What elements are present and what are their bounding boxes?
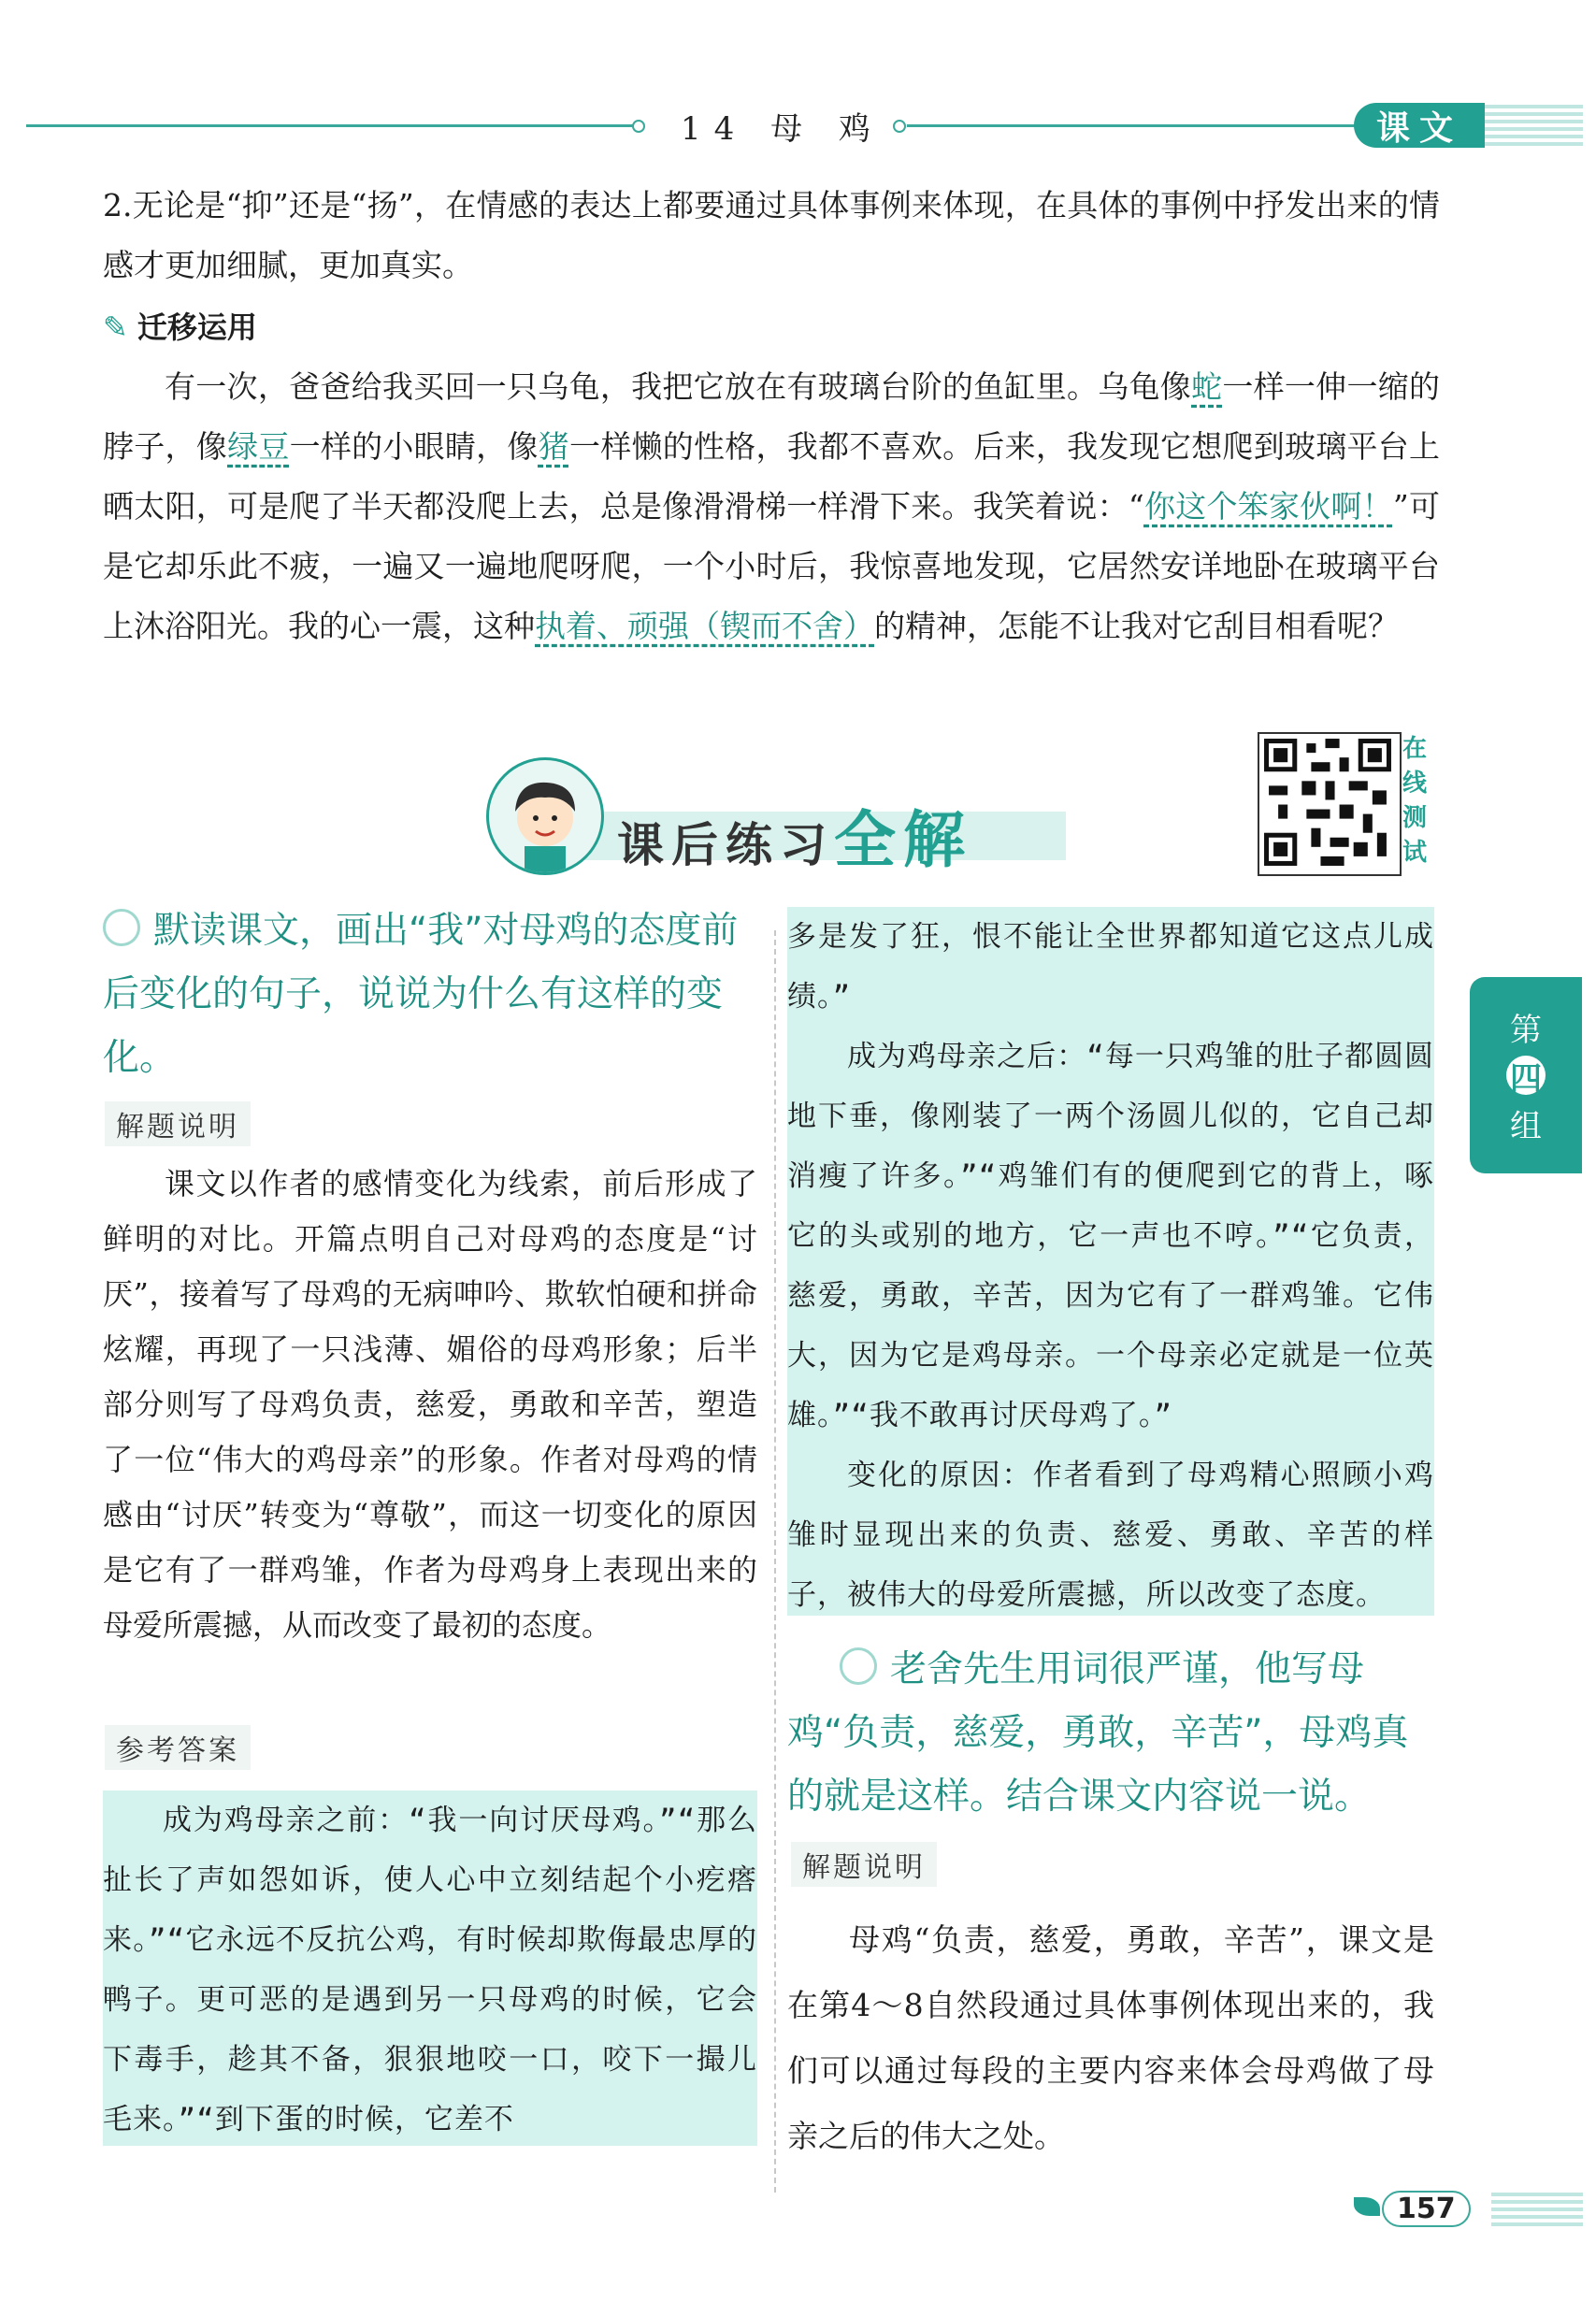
transfer-text-c: 一样的小眼睛，像 <box>289 428 539 465</box>
highlight-quote: 你这个笨家伙啊！ <box>1143 488 1393 525</box>
q2-explain-text: 母鸡“负责，慈爱，勇敢，辛苦”，课文是在第4～8自然段通过具体事例体现出来的，我们可以通过每段的主要内容来体会母鸡做了母亲之后的伟大之处。 <box>787 1921 1434 2154</box>
transfer-text-e: ”可是它却乐此不疲，一遍又一遍地爬呀爬，一个小时后，我惊喜地发现，它居然安详地卧在玻璃平台上沐浴阳光。我的心一震，这种 <box>103 488 1441 644</box>
sidetab-post: 组 <box>1510 1108 1542 1145</box>
footer-stripes <box>1491 2193 1583 2230</box>
q2-title <box>787 1638 1434 1829</box>
q2-title-text: 老舍先生用词很严谨，他写母鸡“负责，慈爱，勇敢，辛苦”，母鸡真的就是这样。结合课文内容说一说。 <box>787 1648 1409 1818</box>
q1-explain-text: 课文以作者的感情变化为线索，前后形成了鲜明的对比。开篇点明自己对母鸡的态度是“讨厌”，接着写了母鸡的无病呻吟、欺软怕硬和拼命炫耀，再现了一只浅薄、媚俗的母鸡形象；后半部分则写了母鸡负责，慈爱，勇敢和辛苦，塑造了一位“伟大的鸡母亲”的形象。作者对母鸡的情感由“讨厌”转变为“尊敬”，而这一切变化的原因是它有了一群鸡雏，作者为母鸡身上表现出来的母爱所震撼，从而改变了最初的态度。 <box>103 1166 757 1643</box>
q2-explain-label: 解题说明 <box>791 1842 937 1887</box>
qr-code-icon[interactable] <box>1258 732 1402 876</box>
transfer-text-d: 一样懒的性格，我都不喜欢。后来，我发现它想爬到玻璃平台上晒太阳，可是爬了半天都没爬上去，总是像滑滑梯一样滑下来。我笑着说：“ <box>103 428 1441 525</box>
transfer-heading <box>103 304 257 347</box>
q1-explain-label: 解题说明 <box>105 1101 251 1146</box>
lesson-title: 14 母 鸡 <box>681 110 884 148</box>
page-number: 157 <box>1382 2191 1471 2227</box>
sidetab-pre: 第 <box>1510 1012 1542 1049</box>
q1-answer-reason: 变化的原因：作者看到了母鸡精心照顾小鸡雏时显现出来的负责、慈爱、勇敢、辛苦的样子，被伟大的母爱所震撼，所以改变了态度。 <box>787 1459 1434 1612</box>
q1-title-text: 默读课文，画出“我”对母鸡的态度前后变化的句子，说说为什么有这样的变化。 <box>103 910 739 1079</box>
transfer-paragraph <box>103 357 1440 656</box>
transfer-text-b: 一样一伸一缩的脖子，像 <box>103 368 1441 465</box>
highlight-bean: 绿豆 <box>227 428 290 465</box>
highlight-snake: 蛇 <box>1191 368 1223 405</box>
intro-point-2: 2.无论是“抑”还是“扬”，在情感的表达上都要通过具体事例来体现，在具体的事例中抒发出来的情感才更加细腻，更加真实。 <box>103 187 1440 283</box>
leaf-icon <box>1354 2197 1380 2216</box>
header-stripes <box>1485 105 1583 146</box>
column-divider <box>774 930 776 2193</box>
banner-title-accent: 全解 <box>834 804 972 876</box>
header-dot-right <box>893 120 906 133</box>
highlight-spirit: 执着、顽强（锲而不舍） <box>535 608 874 644</box>
header-rule-left <box>26 124 634 127</box>
question-marker-icon-2 <box>840 1647 877 1685</box>
transfer-text-a: 有一次，爸爸给我买回一只乌龟，我把它放在有玻璃台阶的鱼缸里。乌龟像 <box>165 368 1192 405</box>
q1-answer-after: 成为鸡母亲之后：“每一只鸡雏的肚子都圆圆地下垂，像刚装了一两个汤圆儿似的，它自己却消瘦了许多。”“鸡雏们有的便爬到它的背上，啄它的头或别的地方，它一声也不哼。”“它负责，慈爱，勇敢，辛苦，因为它有了一群鸡雏。它伟大，因为它是鸡母亲。一个母亲必定就是一位英雄。”“我不敢再讨厌母鸡了。” <box>787 1040 1434 1432</box>
pencil-icon: ✎ <box>103 309 128 345</box>
highlight-pig: 猪 <box>538 428 569 465</box>
q1-answer-cont: 多是发了狂，恨不能让全世界都知道它这点儿成绩。” <box>787 920 1434 1014</box>
boy-avatar-icon <box>486 757 604 875</box>
q1-title <box>103 899 757 1090</box>
sidetab-number: 四 <box>1506 1056 1546 1095</box>
banner-title <box>617 790 972 879</box>
q1-answer-before: 成为鸡母亲之前：“我一向讨厌母鸡。”“那么扯长了声如怨如诉，使人心中立刻结起个小疙瘩来。”“它永远不反抗公鸡，有时候却欺侮最忠厚的鸭子。更可恶的是遇到另一只母鸡的时候，它会下毒手，趁其不备，狠狠地咬一口，咬下一撮儿毛来。”“到下蛋的时候，它差不 <box>103 1804 757 2136</box>
banner-title-main: 课后练习 <box>617 818 834 872</box>
question-marker-icon <box>103 909 140 946</box>
unit-side-tab <box>1470 977 1582 1173</box>
transfer-heading-text: 迁移运用 <box>137 309 257 345</box>
transfer-text-f: 的精神，怎能不让我对它刮目相看呢？ <box>874 608 1399 644</box>
section-badge: 课文 <box>1354 103 1485 148</box>
header-rule-right <box>907 124 1356 127</box>
q1-answer-label: 参考答案 <box>105 1725 251 1770</box>
online-test-label[interactable]: 在线测试 <box>1402 735 1428 867</box>
header-dot-left <box>632 120 645 133</box>
